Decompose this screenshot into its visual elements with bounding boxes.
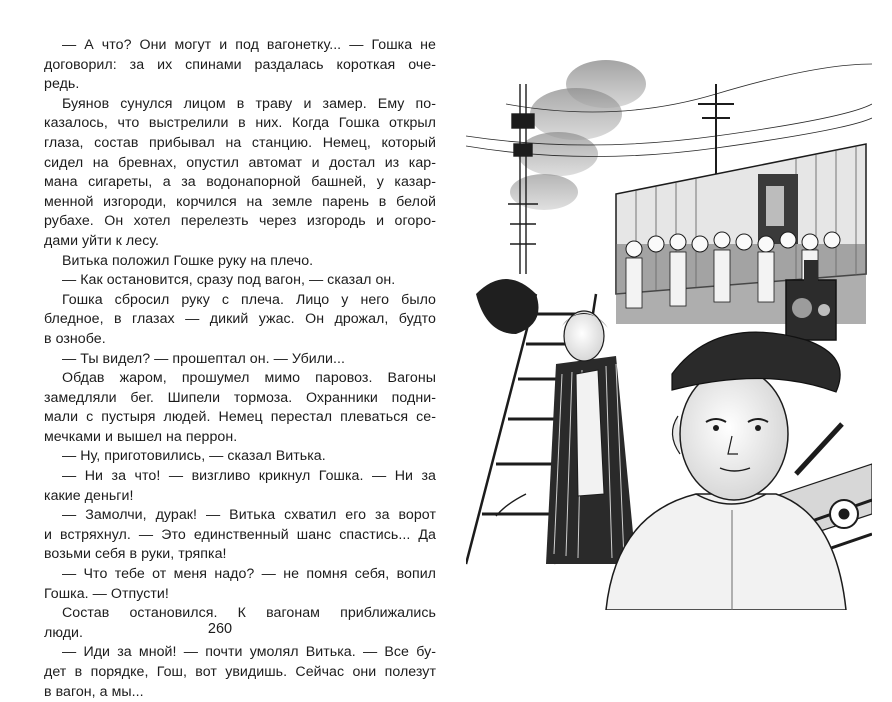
text-line: бледное, в глазах — дикий ужас. Он дрожал, будто bbox=[44, 311, 436, 328]
text-line: в вагон, а мы... bbox=[44, 683, 144, 700]
text-line: — Замолчи, дурак! — Витька схватил его за ворот bbox=[62, 507, 436, 524]
text-line: Обдав жаром, прошумел мимо паровоз. Вагоны bbox=[62, 370, 436, 387]
text-line: редь. bbox=[44, 76, 80, 93]
bush bbox=[476, 279, 539, 334]
text-line: Состав остановился. К вагонам приближались bbox=[62, 605, 436, 622]
text-line: Гошка. — Отпусти! bbox=[44, 585, 169, 602]
text-line: Гошка сбросил руку с плеча. Лицо у него было bbox=[62, 291, 436, 308]
station-illustration bbox=[466, 44, 872, 610]
text-line: возьми себя в руки, тряпка! bbox=[44, 546, 227, 563]
text-line: — А что? Они могут и под вагонетку... — Гошка не bbox=[62, 37, 436, 53]
text-line: сидел на бревнах, опустил автомат и достал из кар- bbox=[44, 154, 436, 171]
boy-figure-large bbox=[606, 332, 846, 610]
text-line: люди. bbox=[44, 624, 84, 641]
text-line: — Ни за что! — визгливо крикнул Гошка. — Ни за bbox=[62, 468, 436, 485]
text-line: договорил: за их спинами раздалась короткая оче- bbox=[44, 56, 436, 73]
text-line: дами уйти к лесу. bbox=[44, 232, 160, 249]
text-line: — Как остановится, сразу под вагон, — сказал он. bbox=[62, 272, 396, 289]
text-line: — Иди за мной! — почти умолял Витька. — Все бу- bbox=[62, 644, 436, 661]
text-line: в ознобе. bbox=[44, 330, 106, 347]
text-line: дет в порядке, Гош, вот увидишь. Сейчас они полезут bbox=[44, 664, 436, 680]
text-line: — Ты видел? — прошептал он. — Убили... bbox=[62, 350, 345, 367]
smoke bbox=[510, 60, 646, 210]
text-column bbox=[44, 36, 436, 702]
text-line: какие деньги! bbox=[44, 487, 134, 504]
text-line: рубахе. Он хотел перелезть через изгородь и огоро- bbox=[44, 213, 436, 230]
text-line: мечками и вышел на перрон. bbox=[44, 428, 238, 445]
text-line: казалось, что выстрелили в них. Когда Гошка открыл bbox=[44, 115, 436, 132]
text-line: Витька положил Гошке руку на плечо. bbox=[62, 252, 314, 269]
page-number: 260 bbox=[207, 621, 233, 637]
text-line: и встряхнул. — Это единственный шанс спастись... Да bbox=[44, 526, 436, 543]
text-line: мали с пустыря людей. Немец перестал плеваться се- bbox=[44, 409, 436, 426]
text-line: мана сигареты, а за водонапорной башней, у казар- bbox=[44, 174, 436, 191]
boy-figure-small bbox=[496, 311, 636, 564]
telegraph-wires bbox=[466, 64, 872, 157]
text-line: глаза, состав прибывал на станцию. Немец, который bbox=[44, 134, 436, 151]
text-line: менной изгороди, корчился на земле парень в белой bbox=[44, 193, 436, 210]
text-line: — Ну, приготовились, — сказал Витька. bbox=[62, 448, 326, 465]
text-line: Буянов сунулся лицом в траву и замер. Ему по- bbox=[62, 95, 436, 112]
text-line: — Что тебе от меня надо? — не помня себя, вопил bbox=[62, 566, 436, 583]
text-line: замедляли бег. Шипели тормоза. Охранники подни- bbox=[44, 389, 436, 406]
